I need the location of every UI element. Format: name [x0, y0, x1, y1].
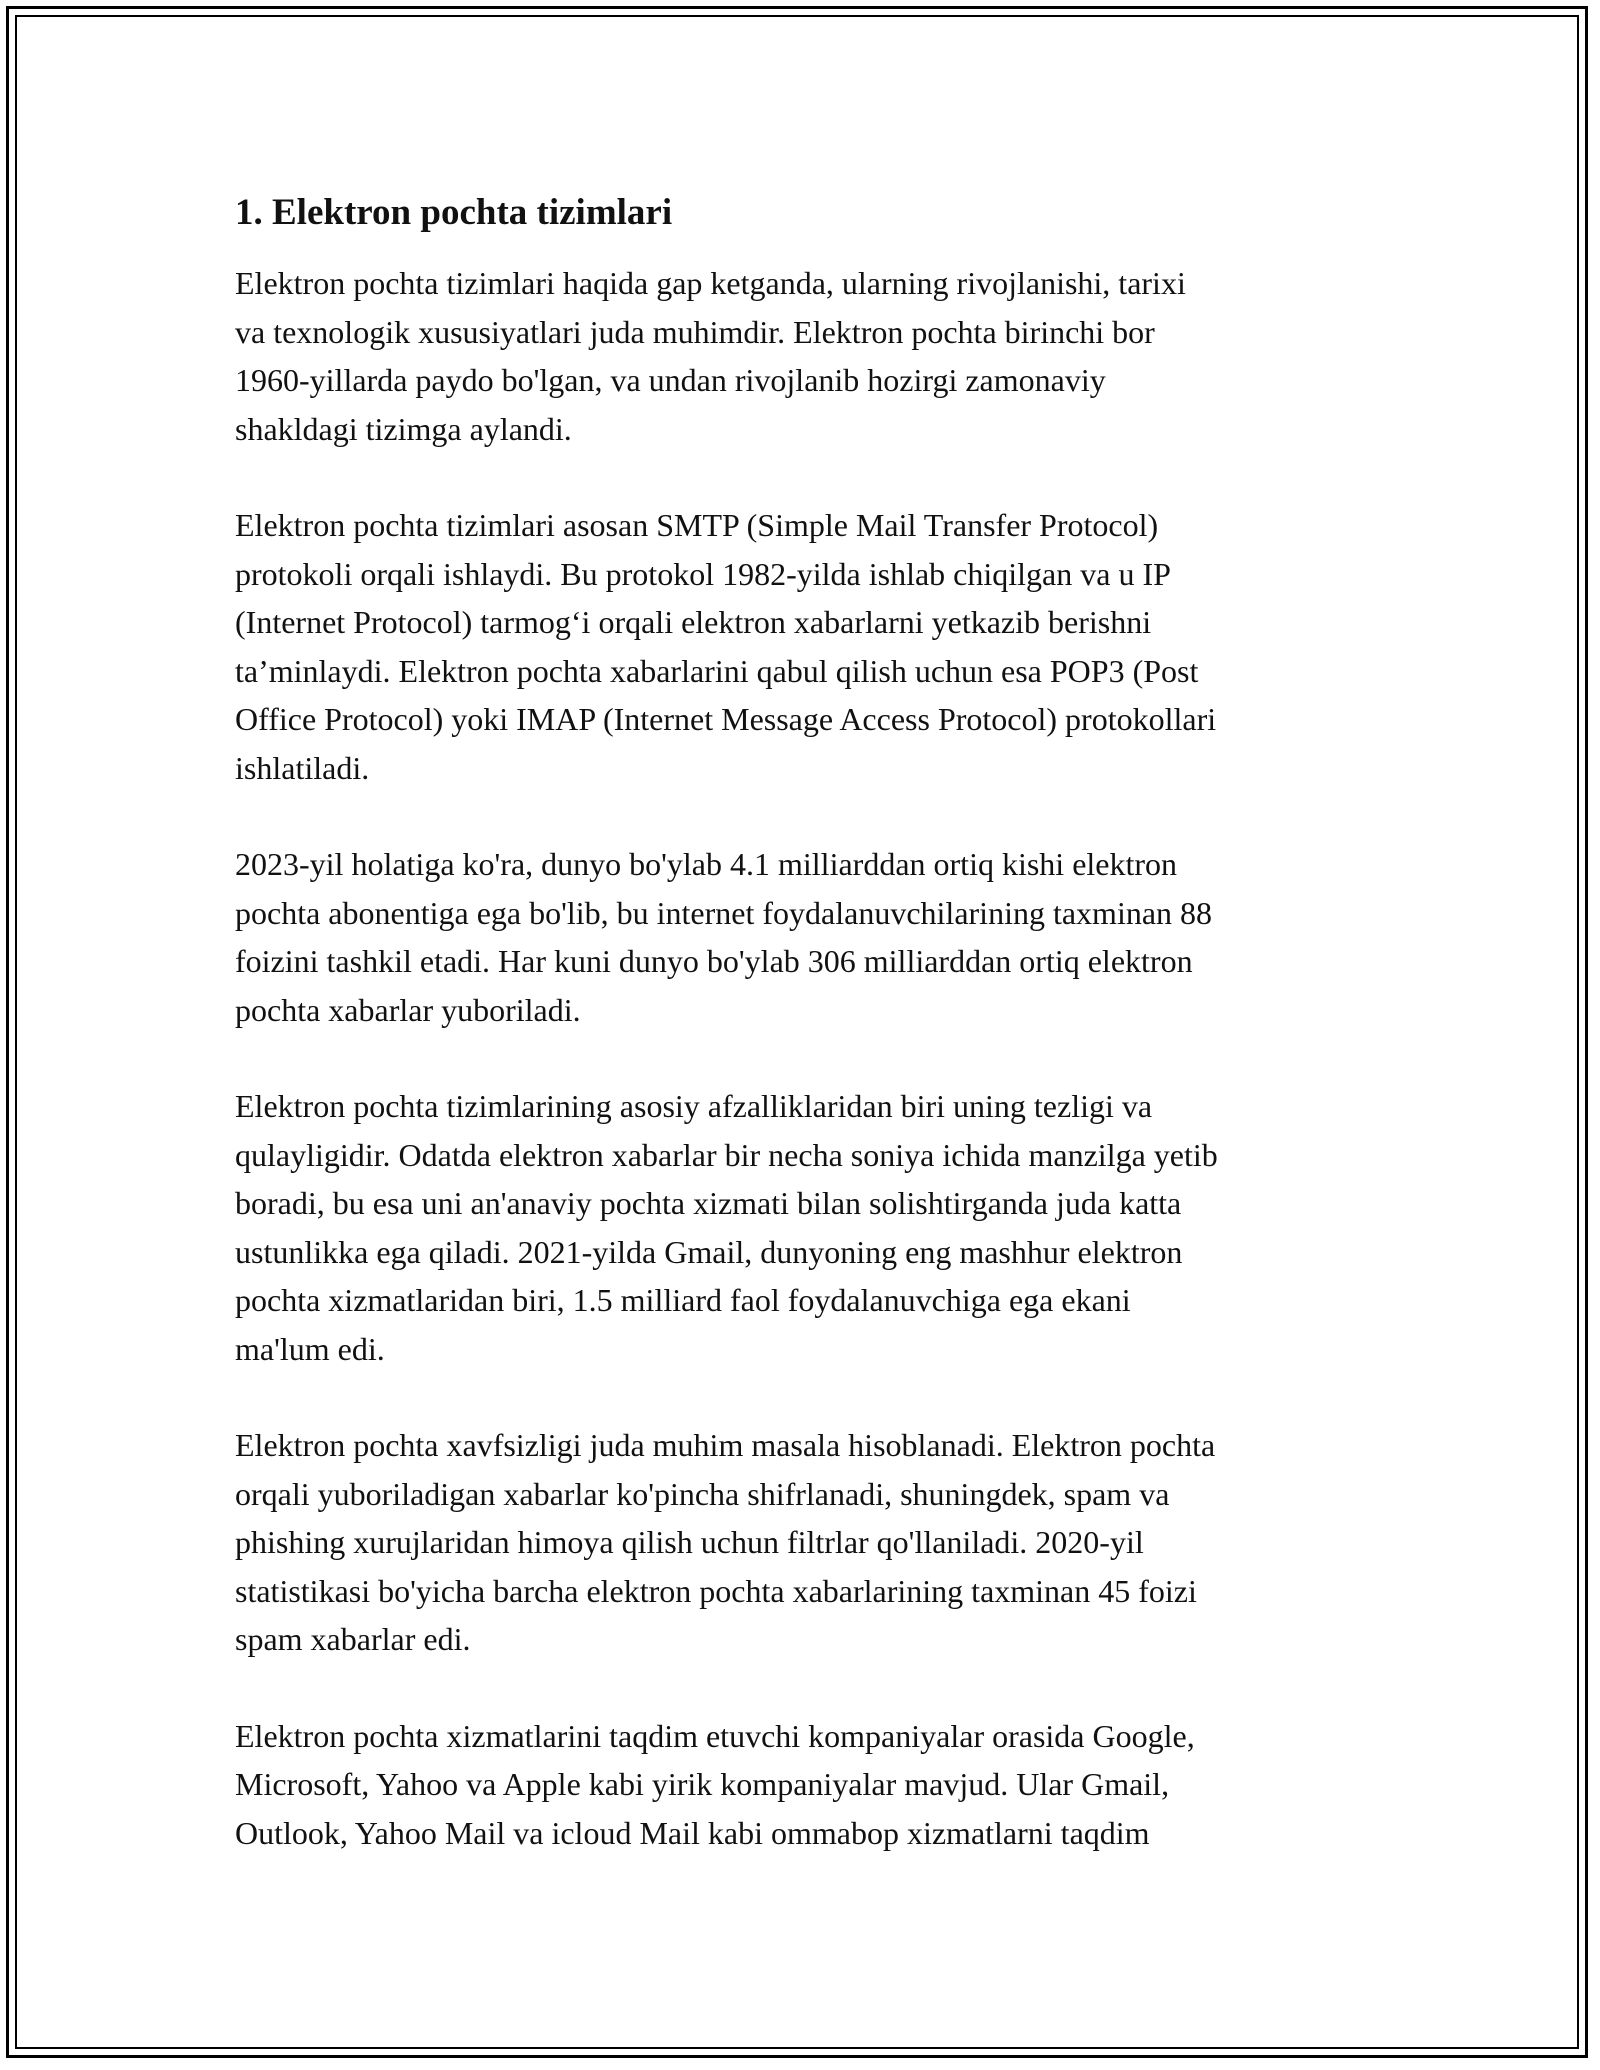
- paragraph-line: boradi, bu esa uni an'anaviy pochta xizmati bilan solishtirganda juda katta: [235, 1185, 1182, 1221]
- paragraph-4: [235, 1082, 1375, 1373]
- paragraph-line: Elektron pochta xavfsizligi juda muhim masala hisoblanadi. Elektron pochta: [235, 1427, 1216, 1463]
- paragraph-line: Outlook, Yahoo Mail va icloud Mail kabi ommabop xizmatlarni taqdim: [235, 1814, 1150, 1851]
- paragraph-line: Office Protocol) yoki IMAP (Internet Message Access Protocol) protokollari: [235, 701, 1217, 737]
- paragraph-line: protokoli orqali ishlaydi. Bu protokol 1982-yilda ishlab chiqilgan va u IP: [235, 555, 1171, 592]
- paragraph-line: Microsoft, Yahoo va Apple kabi yirik kompaniyalar mavjud. Ular Gmail,: [235, 1766, 1170, 1802]
- paragraph-1: [235, 259, 1375, 453]
- paragraph-line: 1960-yillarda paydo bo'lgan, va undan rivojlanib hozirgi zamonaviy: [235, 362, 1106, 398]
- paragraph-line: ishlatiladi.: [235, 749, 370, 786]
- paragraph-line: pochta xizmatlaridan biri, 1.5 milliard faol foydalanuvchiga ega ekani: [235, 1282, 1131, 1318]
- paragraph-line: Elektron pochta tizimlari asosan SMTP (Simple Mail Transfer Protocol): [235, 507, 1159, 543]
- paragraph-line: ma'lum edi.: [235, 1330, 385, 1367]
- paragraph-line: statistikasi bo'yicha barcha elektron pochta xabarlarining taxminan 45 foizi: [235, 1572, 1197, 1609]
- section-heading: 1. Elektron pochta tizimlari: [235, 192, 673, 233]
- paragraph-line: orqali yuboriladigan xabarlar ko'pincha shifrlanadi, shuningdek, spam va: [235, 1475, 1170, 1512]
- paragraph-5: [235, 1421, 1375, 1664]
- paragraph-line: phishing xurujlaridan himoya qilish uchun filtrlar qo'llaniladi. 2020-yil: [235, 1524, 1144, 1560]
- paragraph-6: [235, 1712, 1375, 1858]
- paragraph-line: foizini tashkil etadi. Har kuni dunyo bo'ylab 306 milliarddan ortiq elektron: [235, 943, 1193, 979]
- paragraph-line: qulayligidir. Odatda elektron xabarlar bir necha soniya ichida manzilga yetib: [235, 1136, 1218, 1173]
- paragraph-line: shakldagi tizimga aylandi.: [235, 410, 572, 447]
- document-body: [235, 185, 1375, 1905]
- paragraph-line: va texnologik xususiyatlari juda muhimdir. Elektron pochta birinchi bor: [235, 313, 1155, 350]
- paragraph-line: ta’minlaydi. Elektron pochta xabarlarini qabul qilish uchun esa POP3 (Post: [235, 652, 1199, 689]
- paragraph-2: [235, 501, 1375, 792]
- paragraph-line: spam xabarlar edi.: [235, 1621, 471, 1657]
- paragraph-line: 2023-yil holatiga ko'ra, dunyo bo'ylab 4.1 milliarddan ortiq kishi elektron: [235, 846, 1178, 882]
- paragraph-line: pochta xabarlar yuboriladi.: [235, 991, 581, 1028]
- paragraph-line: Elektron pochta tizimlari haqida gap ketganda, ularning rivojlanishi, tarixi: [235, 265, 1186, 301]
- paragraph-3: [235, 840, 1375, 1034]
- paragraph-line: Elektron pochta tizimlarining asosiy afzalliklaridan biri uning tezligi va: [235, 1088, 1153, 1124]
- paragraph-line: (Internet Protocol) tarmog‘i orqali elektron xabarlarni yetkazib berishni: [235, 604, 1152, 640]
- paragraph-line: pochta abonentiga ega bo'lib, bu internet foydalanuvchilarining taxminan 88: [235, 894, 1213, 931]
- paragraph-line: Elektron pochta xizmatlarini taqdim etuvchi kompaniyalar orasida Google,: [235, 1717, 1195, 1754]
- paragraph-line: ustunlikka ega qiladi. 2021-yilda Gmail, dunyoning eng mashhur elektron: [235, 1233, 1183, 1270]
